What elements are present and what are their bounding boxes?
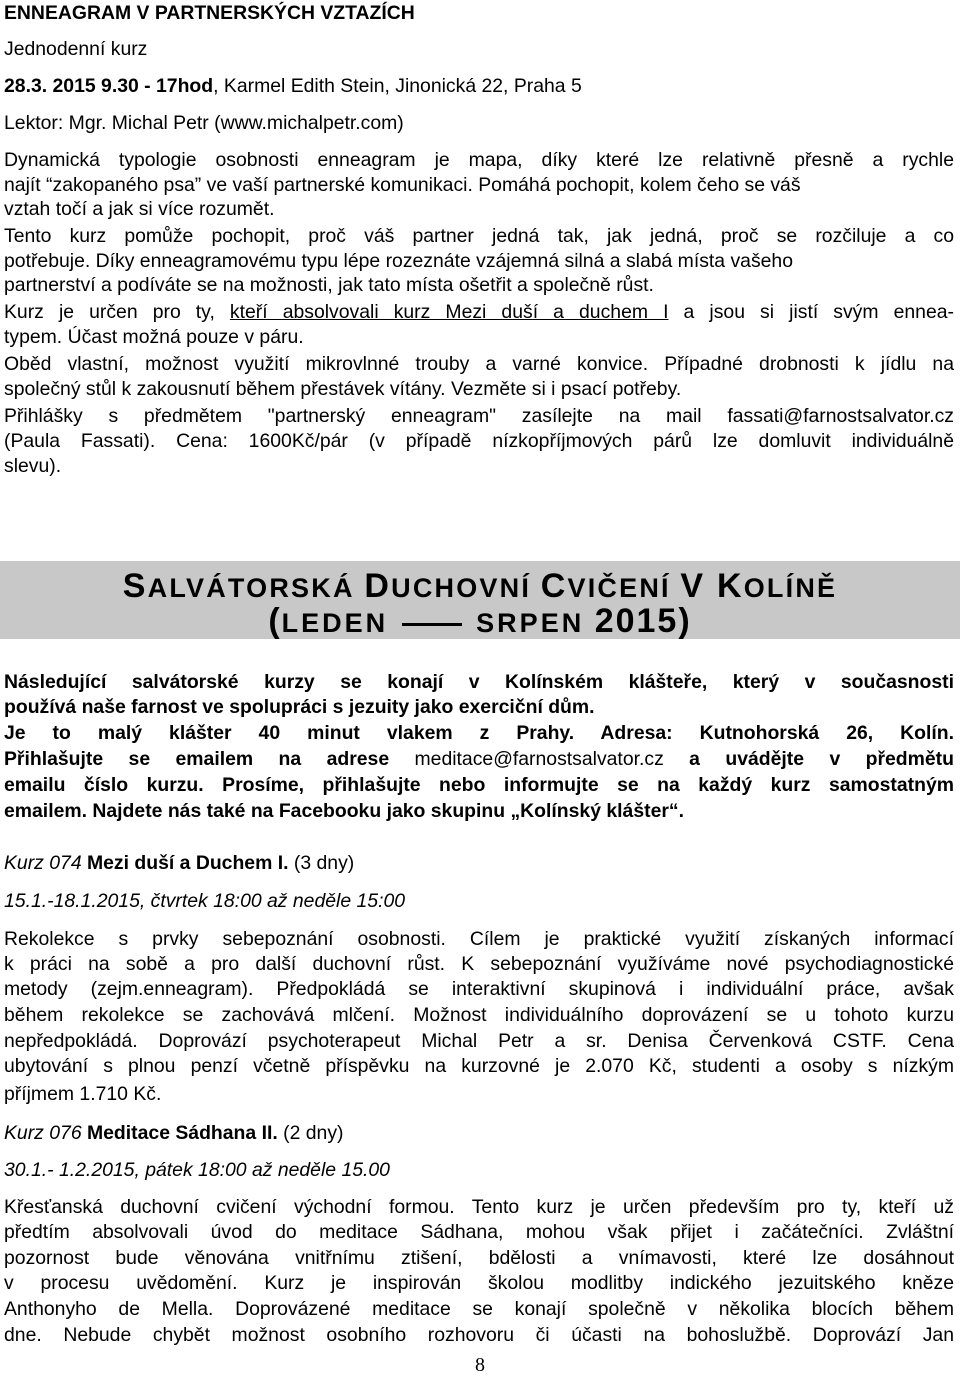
course-074-line-1: Rekolekce s prvky sebepoznání osobnosti. Cílem je praktické využití získaných informací <box>4 928 954 950</box>
intro-line-3: vztah točí a jak si více rozumět. <box>4 198 275 220</box>
kolin-line-2: používá naše farnost ve spolupráci s jezuity jako exerciční dům. <box>4 696 595 718</box>
course-074-line-2: k práci na sobě a pro další duchovní růst. K sebepoznání využíváme nové psychodiagnostické <box>4 953 954 975</box>
intro-line-1: Dynamická typologie osobnosti enneagram je mapa, díky které lze relativně přesně a rychle <box>4 149 954 171</box>
intro-line-12: (Paula Fassati). Cena: 1600Kč/pár (v případě nízkopříjmových párů lze domluvit individuálně <box>4 430 955 452</box>
course-074-line-6: ubytování s plnou penzí včetně příspěvku na kurzovné je 2.070 Kč, studenti a osoby s nízkým <box>4 1055 954 1077</box>
intro-line-4: Tento kurz pomůže pochopit, proč váš partner jedná tak, jak jedná, proč se rozčiluje a co <box>4 225 954 247</box>
course-subtitle: Jednodenní kurz <box>4 38 148 60</box>
course-076-line-1: Křesťanská duchovní cvičení východní formou. Tento kurz je určen především pro ty, kteří už <box>4 1196 954 1218</box>
course-date-place: 28.3. 2015 9.30 - 17hod, Karmel Edith Stein, Jinonická 22, Praha 5 <box>4 75 582 97</box>
course-title: ENNEAGRAM V PARTNERSKÝCH VZTAZÍCH <box>4 2 415 24</box>
course-076-dates: 30.1.- 1.2.2015, pátek 18:00 až neděle 15.00 <box>4 1159 390 1181</box>
intro-line-5: potřebuje. Díky enneagramovému typu lépe rozeznáte vzájemná silná a slabá místa vašeho <box>4 250 794 272</box>
course-076-line-4: v procesu uvědomění. Kurz je inspirován školou modlitby indického jezuitského kněze <box>4 1272 955 1294</box>
banner-period: (LEDEN SRPEN 2015) <box>268 602 692 640</box>
intro-line-13: slevu). <box>4 455 62 477</box>
intro-line-11: Přihlášky s předmětem "partnerský enneagram" zasílejte na mail fassati@farnostsalvator.cz <box>4 405 954 427</box>
intro-line-8: typem. Účast možná pouze v páru. <box>4 326 304 348</box>
kolin-line-4: Přihlašujte se emailem na adrese meditace@farnostsalvator.cz a uvádějte v předmětu <box>4 748 954 770</box>
course-074-line-5: nepředpokládá. Doprovází psychoterapeut Michal Petr a sr. Denisa Červenková CSTF. Cena <box>4 1030 954 1052</box>
intro-line-6: partnerství a podíváte se na možnosti, jak tato místa ošetřit a společně růst. <box>4 274 654 296</box>
course-074-line-3: metody (zejm.enneagram). Předpokládá se interaktivní skupinová i individuální práce, avšak <box>4 978 955 1000</box>
course-076-heading: Kurz 076 Meditace Sádhana II. (2 dny) <box>4 1122 344 1144</box>
course-076-line-2: předtím absolvovali úvod do meditace Sádhana, mohou však přijet i začátečníci. Zvláštní <box>4 1221 954 1243</box>
intro-line-9: Oběd vlastní, možnost využití mikrovlnné trouby a varné konvice. Případné drobnosti k jídlu na <box>4 353 955 375</box>
kolin-line-3: Je to malý klášter 40 minut vlakem z Prahy. Adresa: Kutnohorská 26, Kolín. <box>4 722 954 744</box>
section-banner <box>0 561 960 639</box>
kolin-line-1: Následující salvátorské kurzy se konají v Kolínském klášteře, který v současnosti <box>4 671 954 693</box>
page-number: 8 <box>475 1354 485 1376</box>
lecturer-line: Lektor: Mgr. Michal Petr (www.michalpetr.com) <box>4 112 404 134</box>
intro-line-7: Kurz je určen pro ty, kteří absolvovali kurz Mezi duší a duchem I a jsou si jistí svým ennea- <box>4 301 954 323</box>
course-074-line-4: během rekolekce se zachovává mlčení. Možnost individuálního doprovázení se u tohoto kurzu <box>4 1004 954 1026</box>
course-074-line-7: příjmem 1.710 Kč. <box>4 1083 162 1105</box>
intro-line-10: společný stůl k zakousnutí během přestávek vítány. Vezměte si i psací potřeby. <box>4 378 682 400</box>
course-074-dates: 15.1.-18.1.2015, čtvrtek 18:00 až neděle 15:00 <box>4 890 406 912</box>
prerequisite-course-link: kteří absolvovali kurz Mezi duší a duchem I <box>229 301 669 323</box>
course-076-line-5: Anthonyho de Mella. Doprovázené meditace se konají společně v několika blocích během <box>4 1298 954 1320</box>
contact-email: meditace@farnostsalvator.cz <box>414 748 664 770</box>
banner-title: SALVÁTORSKÁ DUCHOVNÍ CVIČENÍ V KOLÍNĚ <box>122 567 838 605</box>
intro-line-2: najít “zakopaného psa” ve vaší partnerské komunikaci. Pomáhá pochopit, kolem čeho se váš <box>4 174 801 196</box>
dash-divider <box>402 623 462 626</box>
kolin-line-6: emailem. Najdete nás také na Facebooku jako skupinu „Kolínský klášter“. <box>4 800 684 822</box>
kolin-line-5: emailu číslo kurzu. Prosíme, přihlašujte nebo informujte se na každý kurz samostatným <box>4 774 954 796</box>
course-074-heading: Kurz 074 Mezi duší a Duchem I. (3 dny) <box>4 852 355 874</box>
course-076-line-6: dne. Nebude chybět možnost osobního rozhovoru či účasti na bohoslužbě. Doprovází Jan <box>4 1324 954 1346</box>
course-076-line-3: pozornost bude věnována vnitřnímu ztišení, bdělosti a vnímavosti, které lze dosáhnout <box>4 1247 954 1269</box>
